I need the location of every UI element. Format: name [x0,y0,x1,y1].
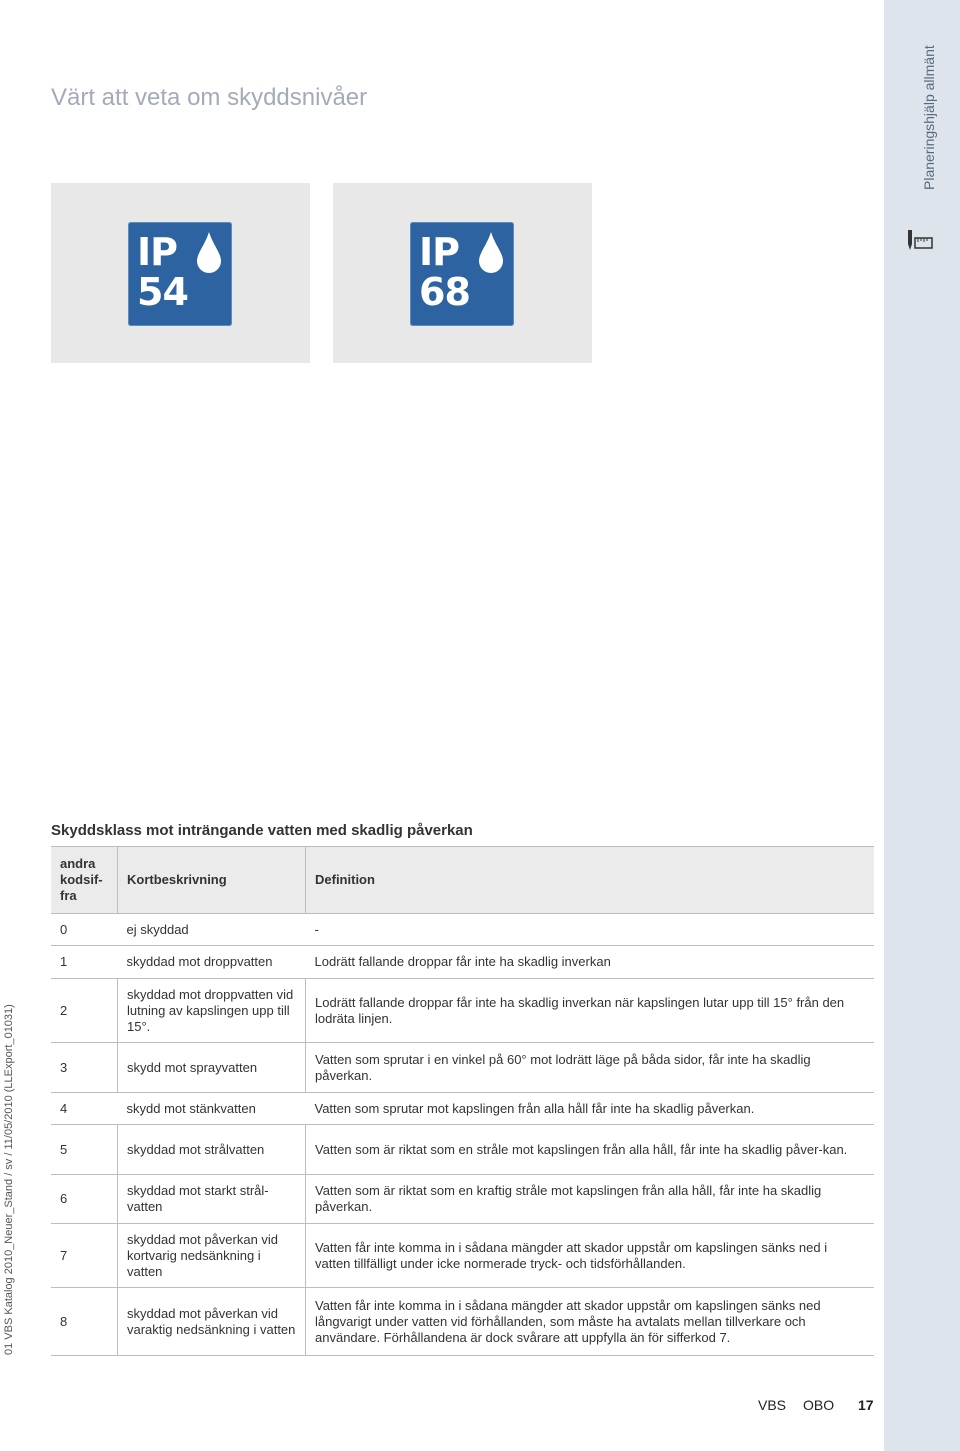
row-short: ej skyddad [118,914,306,946]
row-short: skyddad mot droppvatten [118,946,306,979]
row-definition: Vatten får inte komma in i sådana mängder att skador uppstår om kapslingen sänks ned i vatten tillfälligt under icke normerade tryck- och tidsförhållanden. [306,1224,875,1288]
row-code: 6 [51,1175,118,1224]
row-short: skyddad mot strålvatten [118,1125,306,1175]
water-drop-icon [478,231,504,273]
row-definition: Vatten som är riktat som en stråle mot kapslingen från alla håll, får inte ha skadlig påver-kan. [306,1125,875,1175]
row-code: 5 [51,1125,118,1175]
column-header-short: Kortbeskrivning [118,847,306,914]
protection-class-table [51,846,874,1356]
row-code: 1 [51,946,118,979]
table-row [51,1043,874,1093]
ip68-code: 68 [419,270,470,314]
row-code: 4 [51,1093,118,1125]
row-definition: Lodrätt fallande droppar får inte ha skadlig inverkan [306,946,875,979]
page-number: 17 [858,1397,874,1413]
row-definition: Vatten som är riktat som en kraftig stråle mot kapslingen från alla håll, får inte ha skadlig påverkan. [306,1175,875,1224]
footer-brand-obo: OBO [803,1397,835,1413]
row-code: 0 [51,914,118,946]
column-header-definition: Definition [306,847,875,914]
row-short: skyddad mot påverkan vid kortvarig nedsänkning i vatten [118,1224,306,1288]
row-definition: Vatten får inte komma in i sådana mängder att skador uppstår om kapslingen sänks ned långvarigt under vatten vid förhållanden, som måste ha avtalats mellan tillverkare och användare. Förhållandena är dock svårare att uppfylla än för sifferkod 7. [306,1288,875,1356]
ip54-label: IP [137,230,177,274]
table-row [51,1288,874,1356]
row-short: skydd mot stänkvatten [118,1093,306,1125]
sidebar-band [884,0,960,1451]
row-code: 2 [51,979,118,1043]
table-header-row [51,847,874,914]
ip68-badge [410,222,514,326]
row-definition: - [306,914,875,946]
row-short: skyddad mot droppvatten vid lutning av kapslingen upp till 15°. [118,979,306,1043]
table-row [51,1175,874,1224]
table-row [51,1224,874,1288]
page-title: Värt att veta om skyddsnivåer [51,84,368,111]
table-row [51,1093,874,1125]
ip54-image [51,183,310,363]
planning-tools-icon [907,228,933,252]
row-code: 3 [51,1043,118,1093]
column-header-code: andra kodsif-fra [51,847,118,914]
row-short: skydd mot sprayvatten [118,1043,306,1093]
ip68-label: IP [419,230,459,274]
ip54-badge [128,222,232,326]
ip54-text [137,232,188,312]
row-definition: Vatten som sprutar i en vinkel på 60° mot lodrätt läge på båda sidor, får inte ha skadlig påverkan. [306,1043,875,1093]
ip54-code: 54 [137,270,188,314]
table-row [51,946,874,979]
row-definition: Vatten som sprutar mot kapslingen från alla håll får inte ha skadlig påverkan. [306,1093,875,1125]
row-code: 8 [51,1288,118,1356]
table-row [51,1125,874,1175]
sidebar-label: Planeringshjälp allmänt [921,45,937,190]
ip68-image [333,183,592,363]
row-code: 7 [51,1224,118,1288]
footer-brand-vbs: VBS [758,1397,787,1413]
row-short: skyddad mot starkt strål-vatten [118,1175,306,1224]
catalog-reference: 01 VBS Katalog 2010_Neuer_Stand / sv / 11/05/2010 (LLExport_01031) [3,1004,15,1355]
table-row [51,979,874,1043]
ip68-text [419,232,470,312]
section-title: Skyddsklass mot inträngande vatten med skadlig påverkan [51,822,473,839]
water-drop-icon [196,231,222,273]
row-short: skyddad mot påverkan vid varaktig nedsänkning i vatten [118,1288,306,1356]
table-row [51,914,874,946]
row-definition: Lodrätt fallande droppar får inte ha skadlig inverkan när kapslingen lutar upp till 15° från den lodräta linjen. [306,979,875,1043]
